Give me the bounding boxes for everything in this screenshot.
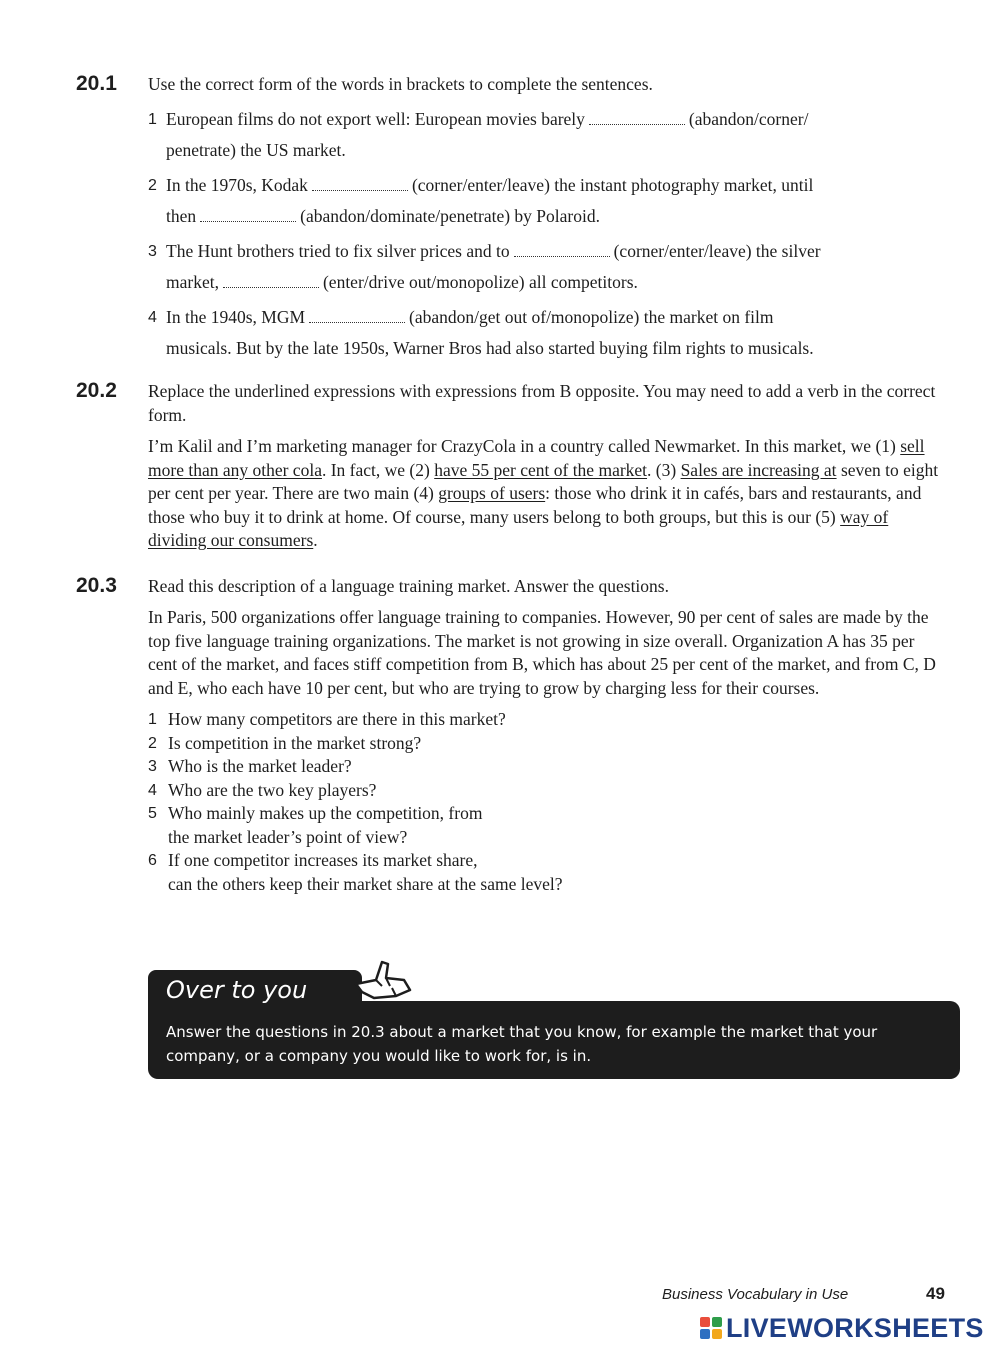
list-item: 1 European films do not export well: European movies barely (abandon/corner/ penetrate) the US market. bbox=[148, 104, 946, 166]
logo-square bbox=[700, 1317, 710, 1327]
underlined-expression: sell more than any other cola bbox=[148, 436, 925, 480]
question-number: 1 bbox=[148, 711, 157, 728]
question-item: 4 Who are the two key players? bbox=[148, 779, 946, 803]
underlined-expression: groups of users bbox=[438, 483, 546, 503]
over-to-you-text: Answer the questions in 20.3 about a market that you know, for example the market that your company, or a company you would like to work for, is in. bbox=[166, 1023, 878, 1065]
logo-square bbox=[712, 1317, 722, 1327]
exercise-paragraph: I’m Kalil and I’m marketing manager for CrazyCola in a country called Newmarket. In this market, we (1) sell more than any other cola. In fact, we (2) have 55 per cent of the market. (3) Sales are increasing at seven to eight per cent per year. There are two main (4) groups of users: those who drink it in cafés, bars and restaurants, and those who buy it to drink at home. Of course, many users belong to both groups, but this is our (5) way of dividing our consumers. bbox=[148, 436, 939, 550]
exercise-instruction: Read this description of a language training market. Answer the questions. bbox=[148, 576, 669, 596]
logo-text: LIVEWORKSHEETS bbox=[726, 1312, 984, 1343]
item-number: 2 bbox=[148, 177, 157, 194]
question-number: 6 bbox=[148, 852, 157, 869]
answer-blank[interactable] bbox=[514, 242, 610, 257]
logo-square bbox=[700, 1329, 710, 1339]
exercise-20-1 bbox=[76, 72, 946, 368]
underlined-expression: way of dividing our consumers bbox=[148, 506, 889, 550]
answer-blank[interactable] bbox=[200, 207, 296, 222]
over-to-you-title: Over to you bbox=[166, 976, 308, 1004]
question-item: 6 If one competitor increases its market share, can the others keep their market share at the same level? bbox=[148, 850, 563, 894]
over-to-you-tab bbox=[148, 970, 362, 1014]
exercise-20-3 bbox=[76, 574, 946, 896]
question-item: 1 How many competitors are there in this market? bbox=[148, 708, 946, 732]
question-item: 5 Who mainly makes up the competition, from the market leader’s point of view? bbox=[148, 803, 483, 847]
exercise-number: 20.3 bbox=[76, 574, 117, 597]
item-number: 3 bbox=[148, 243, 157, 260]
pointing-hand-icon bbox=[352, 956, 414, 1006]
exercise-20-2 bbox=[76, 379, 946, 553]
answer-blank[interactable] bbox=[589, 110, 685, 125]
page-number: 49 bbox=[926, 1284, 945, 1303]
exercise-number: 20.1 bbox=[76, 72, 117, 95]
question-item: 2 Is competition in the market strong? bbox=[148, 732, 946, 756]
liveworksheets-logo[interactable] bbox=[700, 1313, 984, 1343]
answer-blank[interactable] bbox=[312, 176, 408, 191]
underlined-expression: Sales are increasing at bbox=[680, 459, 837, 480]
underlined-expression: have 55 per cent of the market bbox=[434, 459, 648, 480]
item-number: 1 bbox=[148, 111, 157, 128]
question-number: 4 bbox=[148, 781, 157, 799]
question-number: 2 bbox=[148, 734, 157, 752]
item-number: 4 bbox=[148, 309, 157, 326]
exercise-instruction: Replace the underlined expressions with expressions from B opposite. You may need to add a verb in the correct form. bbox=[148, 381, 936, 425]
question-number: 3 bbox=[148, 758, 157, 775]
exercise-paragraph: In Paris, 500 organizations offer language training to companies. However, 90 per cent of sales are made by the top five language training organizations. The market is not growing in size overall. Organization A has 35 per cent of the market, and faces stiff competition from B, which has about 25 per cent of the market, and from C, D and E, who each have 10 per cent, but who are trying to grow by charging less for their courses. bbox=[148, 607, 936, 698]
list-item: 4 In the 1940s, MGM (abandon/get out of/monopolize) the market on film musicals. But by the late 1950s, Warner Bros had also started buying film rights to musicals. bbox=[148, 302, 946, 364]
exercise-number: 20.2 bbox=[76, 379, 117, 402]
logo-grid-icon bbox=[700, 1317, 722, 1339]
book-title: Business Vocabulary in Use bbox=[662, 1286, 849, 1303]
question-number: 5 bbox=[148, 805, 157, 822]
exercise-instruction: Use the correct form of the words in brackets to complete the sentences. bbox=[148, 74, 653, 94]
logo-square bbox=[712, 1329, 722, 1339]
answer-blank[interactable] bbox=[223, 273, 319, 288]
question-item: 3 Who is the market leader? bbox=[148, 755, 946, 779]
answer-blank[interactable] bbox=[309, 308, 405, 323]
list-item: 2 In the 1970s, Kodak (corner/enter/leave) the instant photography market, until then (abandon/dominate/penetrate) by Polaroid. bbox=[148, 170, 946, 232]
list-item: 3 The Hunt brothers tried to fix silver prices and to (corner/enter/leave) the silver market, (enter/drive out/monopolize) all competitors. bbox=[148, 236, 946, 298]
